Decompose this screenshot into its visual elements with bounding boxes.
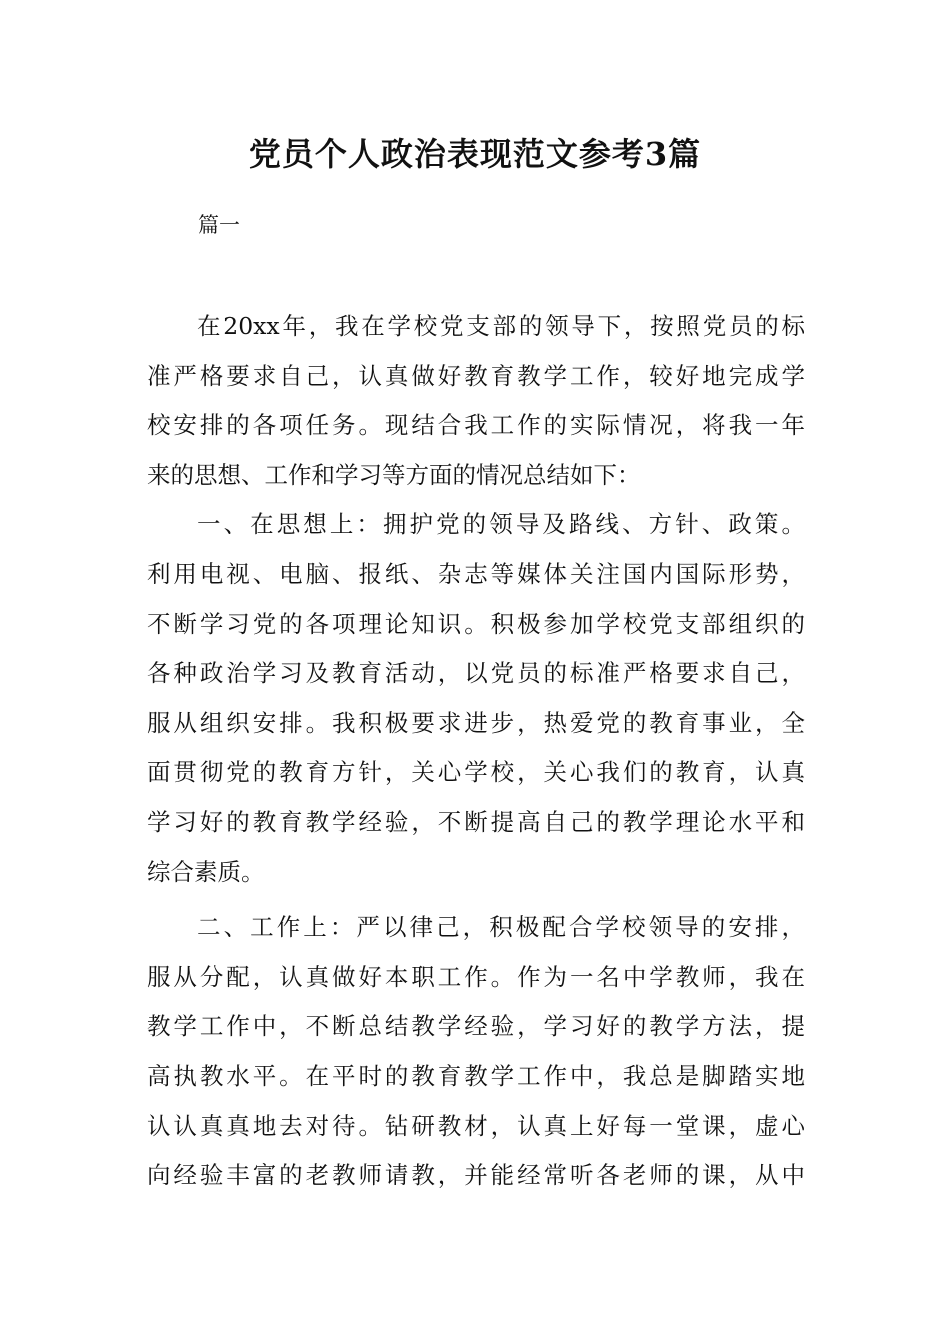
section-label: 篇一 bbox=[198, 213, 240, 237]
paragraph-line: 校安排的各项任务。现结合我工作的实际情况，将我一年 bbox=[147, 411, 805, 440]
paragraph-line: 面贯彻党的教育方针，关心学校，关心我们的教育，认真 bbox=[147, 758, 805, 787]
paragraph-line: 准严格要求自己，认真做好教育教学工作，较好地完成学 bbox=[147, 361, 805, 390]
paragraph-line: 服从组织安排。我积极要求进步，热爱党的教育事业，全 bbox=[147, 708, 805, 737]
paragraph-line: 认认真真地去对待。钻研教材，认真上好每一堂课，虚心 bbox=[147, 1111, 805, 1140]
paragraph-line: 向经验丰富的老教师请教，并能经常听各老师的课，从中 bbox=[147, 1161, 805, 1190]
paragraph-line: 教学工作中，不断总结教学经验，学习好的教学方法，提 bbox=[147, 1012, 805, 1041]
paragraph-line: 不断学习党的各项理论知识。积极参加学校党支部组织的 bbox=[147, 609, 805, 638]
paragraph-line: 来的思想、工作和学习等方面的情况总结如下： bbox=[147, 460, 641, 489]
paragraph-line: 高执教水平。在平时的教育教学工作中，我总是脚踏实地 bbox=[147, 1061, 805, 1090]
paragraph-line: 在20xx年，我在学校党支部的领导下，按照党员的标 bbox=[197, 312, 805, 340]
document-body bbox=[147, 302, 805, 1201]
paragraph-line: 服从分配，认真做好本职工作。作为一名中学教师，我在 bbox=[147, 962, 805, 991]
paragraph-line: 综合素质。 bbox=[147, 857, 265, 886]
paragraph-line: 学习好的教育教学经验，不断提高自己的教学理论水平和 bbox=[147, 807, 805, 836]
document-title: 党员个人政治表现范文参考3篇 bbox=[248, 135, 702, 173]
paragraph-line: 一、在思想上：拥护党的领导及路线、方针、政策。 bbox=[197, 510, 805, 539]
paragraph-line: 各种政治学习及教育活动，以党员的标准严格要求自己， bbox=[147, 659, 805, 688]
paragraph-line: 二、工作上：严以律己，积极配合学校领导的安排， bbox=[197, 913, 805, 942]
paragraph-line: 利用电视、电脑、报纸、杂志等媒体关注国内国际形势， bbox=[147, 559, 805, 588]
